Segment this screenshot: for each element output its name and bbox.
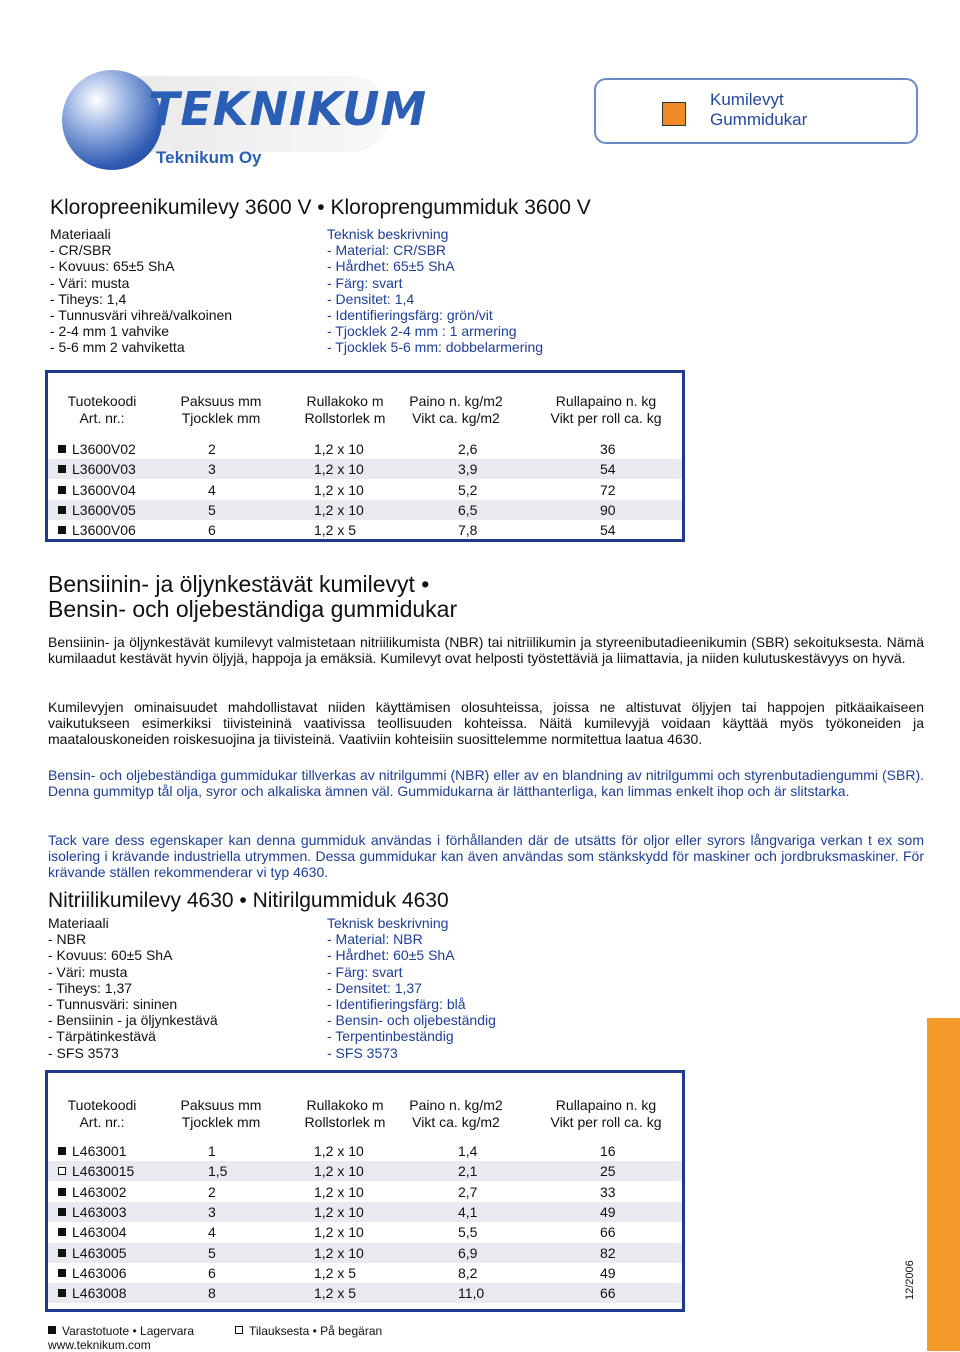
cell-t: 1 (208, 1143, 216, 1159)
cell-roll: 1,2 x 10 (314, 461, 364, 478)
spec-line: - Tjocklek 5-6 mm: dobbelarmering (327, 339, 544, 356)
stock-item-icon (58, 1289, 66, 1297)
product-code: L463005 (58, 1245, 127, 1261)
spec-line: - Material: CR/SBR (327, 242, 447, 259)
cell-w: 8,2 (458, 1264, 478, 1281)
cell-w: 3,9 (458, 461, 478, 478)
paragraph-fi-2: Kumilevyjen ominaisuudet mahdollistavat niiden käyttämisen olosuhteissa, joissa ne altistuvat öljyjen tai happojen pitkäaikaiseen vaikutukseen esimerkiksi tiivisteininä vaativissa teollisuuden kohteissa. Näitä kumilevyjä voidaan käyttää myös työkoneiden ja maatalouskoneiden roiskesuojina ja tiivisteinä. Vaativiin kohteisiin suosittelemme normitettua laatua 4630. (48, 699, 924, 747)
header-roll-weight: Rullapaino n. kg Vikt per roll ca. kg (550, 393, 662, 426)
cell-rw: 36 (600, 441, 616, 457)
cell-t: 2 (208, 441, 216, 457)
cell-w: 6,9 (458, 1244, 478, 1261)
section2-title-sv: Bensin- och oljebeständiga gummidukar (48, 596, 458, 622)
spec-line: - 2-4 mm 1 vahvike (50, 323, 170, 340)
spec-line: - Densitet: 1,37 (327, 979, 422, 996)
cell-w: 7,8 (458, 522, 478, 539)
table-row (48, 1141, 682, 1161)
table-row (48, 1243, 682, 1263)
cell-t: 8 (208, 1285, 216, 1302)
cell-roll: 1,2 x 10 (314, 1224, 364, 1241)
cell-roll: 1,2 x 10 (314, 1244, 364, 1261)
paragraph-fi-1: Bensiinin- ja öljynkestävät kumilevyt valmistetaan nitriilikumista (NBR) tai nitriilikumin ja styreenibutadieenikumin (SBR) sekoituksesta. Nämä kumilaadut kestävät hyvin öljyjä, happoja ja emäksiä. Kumilevyt ovat helposti työstettäviä ja liimattavia, ja niiden kulutuskestävyys on hyvä. (48, 634, 924, 666)
table-row (48, 1182, 682, 1202)
website-link[interactable]: www.teknikum.com (48, 1338, 151, 1352)
cell-t: 1,5 (208, 1163, 228, 1180)
spec-line: - Tjocklek 2-4 mm : 1 armering (327, 323, 517, 340)
product-table-4630 (45, 1070, 685, 1312)
stock-item-icon (58, 1208, 66, 1216)
table-row (48, 1202, 682, 1222)
product-table-3600v (45, 370, 685, 542)
cell-roll: 1,2 x 10 (314, 1183, 364, 1200)
spec-line: - Bensin- och oljebeständig (327, 1012, 496, 1029)
spec-line: Teknisk beskrivning (327, 226, 449, 242)
product-code: L463002 (58, 1184, 127, 1200)
product-code: L463004 (58, 1224, 127, 1240)
spec-line: - Tärpätinkestävä (48, 1028, 156, 1045)
spec-line: - Bensiinin - ja öljynkestävä (48, 1012, 218, 1029)
cell-t: 3 (208, 1203, 216, 1220)
spec-line: Materiaali (48, 915, 109, 931)
cell-roll: 1,2 x 10 (314, 1163, 364, 1180)
spec-line: - Kovuus: 60±5 ShA (48, 947, 173, 964)
table-row (48, 1161, 682, 1181)
company-logo (60, 68, 430, 173)
cell-t: 6 (208, 522, 216, 539)
cell-rw: 66 (600, 1285, 616, 1302)
cell-w: 6,5 (458, 501, 478, 518)
cell-w: 2,1 (458, 1163, 478, 1180)
cell-roll: 1,2 x 10 (314, 481, 364, 498)
spec-line: Materiaali (50, 226, 111, 242)
cell-t: 4 (208, 1224, 216, 1241)
spec-line: - Hårdhet: 60±5 ShA (327, 947, 455, 964)
product-code: L4630015 (58, 1163, 134, 1179)
header-roll-size: Rullakoko m Rollstorlek m (304, 393, 386, 426)
product-code: L3600V06 (58, 522, 136, 538)
category-line-1: Kumilevyt (710, 90, 784, 109)
cell-w: 4,1 (458, 1203, 478, 1220)
cell-roll: 1,2 x 10 (314, 1143, 364, 1159)
orange-side-bar (927, 1018, 960, 1351)
cell-rw: 33 (600, 1183, 616, 1200)
spec-line: - CR/SBR (50, 242, 112, 259)
cell-rw: 54 (600, 461, 616, 478)
spec-line: - Tunnusväri vihreä/valkoinen (50, 307, 233, 324)
product-code: L463003 (58, 1204, 127, 1220)
cell-t: 2 (208, 1183, 216, 1200)
spec-line: - SFS 3573 (48, 1044, 119, 1061)
spec-line: - Densitet: 1,4 (327, 290, 415, 307)
header-weight: Paino n. kg/m2 Vikt ca. kg/m2 (409, 393, 503, 426)
spec-line: - SFS 3573 (327, 1044, 398, 1061)
stock-item-icon (58, 445, 66, 453)
cell-roll: 1,2 x 5 (314, 1264, 357, 1281)
header-thickness: Paksuus mm Tjocklek mm (180, 393, 262, 426)
spec-line: - Tiheys: 1,4 (50, 290, 127, 307)
header-code: Tuotekoodi Art. nr.: (67, 1097, 137, 1130)
logo-sphere (62, 70, 162, 170)
section3-tech-list (327, 915, 496, 1061)
spec-line: - Färg: svart (327, 963, 403, 980)
spec-line: - Hårdhet: 65±5 ShA (327, 258, 455, 275)
legend-order: Tilauksesta • På begäran (235, 1324, 382, 1338)
product-code: L463001 (58, 1143, 127, 1159)
table-body (48, 1141, 682, 1306)
spec-line: Teknisk beskrivning (327, 915, 449, 931)
section3-title: Nitriilikumilevy 4630 • Nitirilgummiduk 4630 (48, 889, 449, 912)
table-row (48, 1222, 682, 1242)
cell-roll: 1,2 x 10 (314, 501, 364, 518)
category-square-icon (662, 102, 686, 126)
legend-stock: Varastotuote • Lagervara (48, 1324, 194, 1338)
paragraph-sv-2: Tack vare dess egenskaper kan denna gummiduk användas i förhållanden där de utsätts för oljor eller syrors långvariga verkan t ex som isolering i krävande industriella utrymmen. Dessa gummidukar kan även användas som stänkskydd för maskiner och jordbruksmaskiner. För krävande ställen rekommenderar vi typ 4630. (48, 832, 924, 880)
logo-brand: TEKNIKUM (148, 82, 428, 136)
spec-line: - 5-6 mm 2 vahviketta (50, 339, 185, 356)
cell-t: 5 (208, 1244, 216, 1261)
table-row (48, 439, 682, 459)
stock-item-icon (58, 1249, 66, 1257)
header-thickness: Paksuus mm Tjocklek mm (180, 1097, 262, 1130)
category-box (594, 78, 918, 144)
cell-rw: 82 (600, 1244, 616, 1261)
cell-w: 5,5 (458, 1224, 478, 1241)
category-line-2: Gummidukar (710, 110, 808, 129)
cell-roll: 1,2 x 5 (314, 522, 357, 539)
table-row (48, 500, 682, 520)
filled-square-icon (48, 1326, 56, 1334)
spec-line: - Tiheys: 1,37 (48, 979, 133, 996)
header-weight: Paino n. kg/m2 Vikt ca. kg/m2 (409, 1097, 503, 1130)
cell-t: 4 (208, 481, 216, 498)
spec-line: - Kovuus: 65±5 ShA (50, 258, 175, 275)
cell-rw: 72 (600, 481, 616, 498)
table-row (48, 520, 682, 540)
cell-rw: 25 (600, 1163, 616, 1180)
header-roll-size: Rullakoko m Rollstorlek m (304, 1097, 386, 1130)
logo-subtitle: Teknikum Oy (156, 148, 262, 167)
product-code: L463008 (58, 1285, 127, 1301)
spec-line: - Väri: musta (48, 963, 128, 980)
product-code: L3600V05 (58, 502, 136, 518)
section3-material-list (48, 915, 218, 1061)
cell-rw: 66 (600, 1224, 616, 1241)
stock-item-icon (58, 1147, 66, 1155)
section2-title-fi: Bensiinin- ja öljynkestävät kumilevyt • (48, 571, 430, 597)
table-row (48, 459, 682, 479)
stock-item-icon (58, 506, 66, 514)
stock-item-icon (58, 465, 66, 473)
stock-item-icon (58, 1269, 66, 1277)
cell-w: 11,0 (458, 1285, 485, 1302)
cell-t: 3 (208, 461, 216, 478)
cell-rw: 54 (600, 522, 616, 539)
product-code: L3600V04 (58, 482, 136, 498)
cell-roll: 1,2 x 5 (314, 1285, 357, 1302)
spec-line: - Tunnusväri: sininen (48, 996, 178, 1013)
spec-line: - Identifieringsfärg: grön/vit (327, 307, 493, 324)
cell-roll: 1,2 x 10 (314, 1203, 364, 1220)
cell-roll: 1,2 x 10 (314, 441, 364, 457)
cell-rw: 90 (600, 501, 616, 518)
paragraph-sv-1: Bensin- och oljebeständiga gummidukar tillverkas av nitrilgummi (NBR) eller av en blandning av nitrilgummi och styrenbutadiengummi (SBR). Denna gummityp tål olja, syror och alkaliska ämnen väl. Gummidukarna är lätthanterliga, kan limmas enkelt ihop och är slitstarka. (48, 767, 924, 799)
document-date: 12/2006 (904, 1260, 916, 1300)
cell-rw: 16 (600, 1143, 616, 1159)
table-row (48, 1263, 682, 1283)
cell-w: 2,6 (458, 441, 478, 457)
stock-item-icon (58, 486, 66, 494)
header-code: Tuotekoodi Art. nr.: (67, 393, 137, 426)
table-body (48, 439, 682, 539)
table-row (48, 480, 682, 500)
cell-rw: 49 (600, 1264, 616, 1281)
product-code: L3600V03 (58, 461, 136, 477)
stock-item-icon (58, 1228, 66, 1236)
cell-w: 2,7 (458, 1183, 478, 1200)
order-item-icon (58, 1167, 66, 1175)
section1-title: Kloropreenikumilevy 3600 V • Kloroprengummiduk 3600 V (50, 196, 591, 219)
cell-w: 5,2 (458, 481, 478, 498)
cell-t: 6 (208, 1264, 216, 1281)
header-roll-weight: Rullapaino n. kg Vikt per roll ca. kg (550, 1097, 662, 1130)
spec-line: - Väri: musta (50, 274, 130, 291)
spec-line: - Identifieringsfärg: blå (327, 996, 466, 1013)
section1-material-list (50, 226, 232, 356)
spec-line: - Färg: svart (327, 274, 403, 291)
cell-w: 1,4 (458, 1143, 478, 1159)
spec-line: - Terpentinbeständig (327, 1028, 454, 1045)
product-code: L3600V02 (58, 441, 136, 457)
spec-line: - Material: NBR (327, 931, 423, 948)
product-code: L463006 (58, 1265, 127, 1281)
section1-tech-list (327, 226, 543, 356)
cell-rw: 49 (600, 1203, 616, 1220)
stock-item-icon (58, 526, 66, 534)
table-row (48, 1283, 682, 1303)
open-square-icon (235, 1326, 243, 1334)
stock-item-icon (58, 1188, 66, 1196)
cell-t: 5 (208, 501, 216, 518)
spec-line: - NBR (48, 931, 87, 948)
